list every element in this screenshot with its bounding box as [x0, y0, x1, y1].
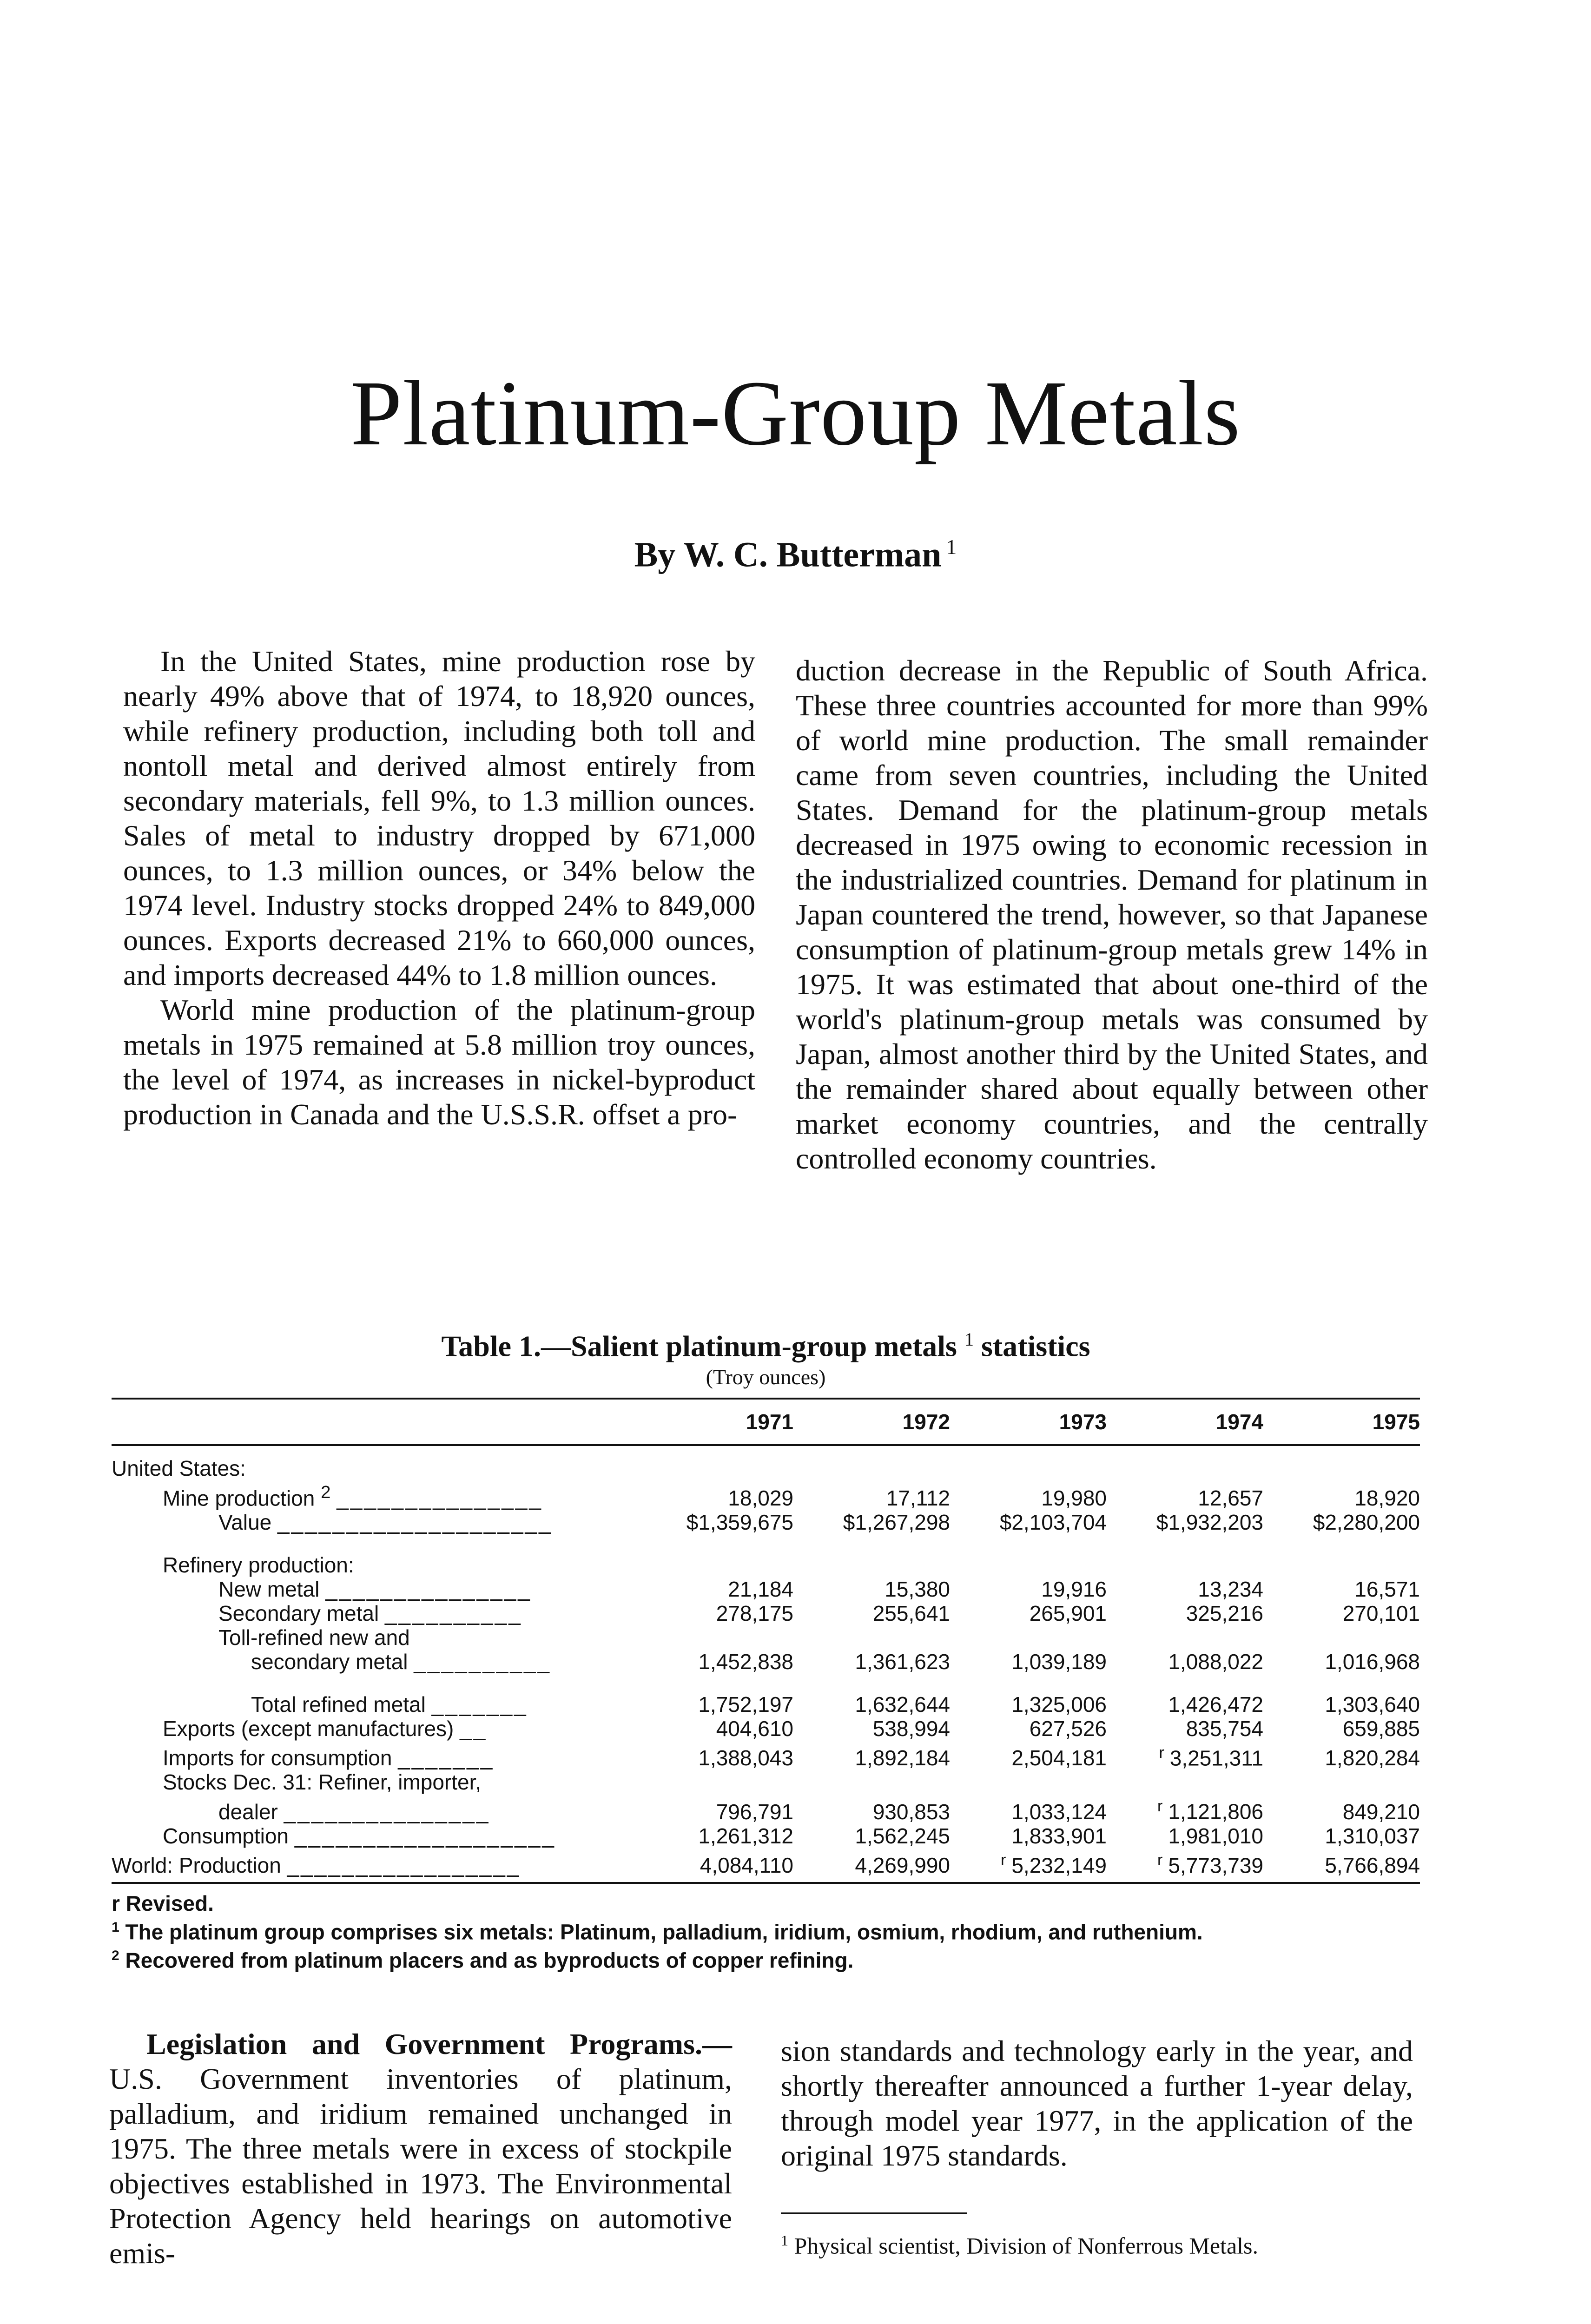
section-label: Refinery production:	[163, 1553, 354, 1578]
table-cell: 4,084,110	[637, 1848, 793, 1883]
legislation-paragraph: Legislation and Government Programs.— U.S. Government inventories of platinum, palladium, and iridium remained unchanged in 1975. The three metals were in excess of stockpile objectives established in 1973. The Environmental Protection Agency held hearings on automotive emis-	[109, 2027, 732, 2270]
table-cell: 796,791	[716, 1799, 793, 1824]
table-title-mark: 1	[964, 1329, 974, 1350]
table-row	[112, 1480, 1420, 1510]
row-label: Consumption ___________________	[163, 1823, 556, 1848]
legislation-column-left	[109, 2027, 732, 2271]
intro-column-left	[123, 644, 755, 1132]
byline	[0, 535, 1591, 575]
table-cell: 12,657	[1198, 1486, 1263, 1511]
table-cell: 1,820,284	[1325, 1746, 1420, 1770]
table-cell: 538,994	[872, 1717, 950, 1741]
author-footnote: $^1$ Physical scientist, Division of Nonferrous Metals.	[781, 2232, 1258, 2259]
table-cell: 1,088,022	[1168, 1650, 1263, 1674]
table-cell: 5,766,894	[1263, 1848, 1420, 1883]
row-label: dealer _______________	[218, 1799, 490, 1824]
table-row	[112, 1770, 1420, 1794]
table-cell: 1,452,838	[698, 1650, 793, 1674]
table-cell: 19,980	[1041, 1486, 1107, 1511]
table-row	[112, 1650, 1420, 1674]
table-note-1: $^1$ The platinum group comprises six metals: Platinum, palladium, iridium, osmium, rhodium, and ruthenium.	[112, 1920, 1203, 1944]
table-row	[112, 1741, 1420, 1770]
table-cell: 1,303,640	[1325, 1692, 1420, 1717]
table-cell: 265,901	[1029, 1601, 1107, 1626]
row-label: New metal _______________	[218, 1577, 532, 1602]
table-title-text: Table 1.—Salient platinum-group metals	[441, 1329, 957, 1363]
table-cell: 1,892,184	[855, 1746, 950, 1770]
header-year: 1973	[950, 1399, 1107, 1445]
table-cell: 1,833,901	[1011, 1823, 1107, 1848]
table-cell: 2,504,181	[1011, 1746, 1107, 1770]
table-cell: 1,562,245	[855, 1823, 950, 1848]
table-cell: 1,981,010	[1168, 1823, 1263, 1848]
table-cell: 13,234	[1198, 1577, 1263, 1602]
author: By W. C. Butterman	[634, 535, 942, 574]
table-cell: 21,184	[728, 1577, 793, 1602]
author-footnote-mark: 1	[946, 535, 957, 559]
table-cell: $^r$ 1,121,806	[1157, 1797, 1263, 1824]
table-row	[112, 1824, 1420, 1848]
table-cell: 16,571	[1354, 1577, 1420, 1602]
table-cell: 1,039,189	[1011, 1650, 1107, 1674]
table-cell: 1,325,006	[1011, 1692, 1107, 1717]
table-cell: 1,361,623	[855, 1650, 950, 1674]
page-title: Platinum-Group Metals	[350, 362, 1241, 465]
table-cell: 1,752,197	[698, 1692, 793, 1717]
table-title	[112, 1329, 1420, 1363]
table-row	[112, 1625, 1420, 1650]
row-label: Total refined metal _______	[251, 1692, 528, 1717]
table-row	[112, 1510, 1420, 1534]
revised-mark: r	[1159, 1744, 1164, 1762]
row-label: Value ____________________	[218, 1510, 553, 1535]
table-cell: 17,112	[886, 1486, 950, 1511]
table-cell: 1,632,644	[855, 1692, 950, 1717]
table-cell: 4,269,990	[793, 1848, 950, 1883]
table-cell: 19,916	[1041, 1577, 1107, 1602]
row-label: Secondary metal __________	[218, 1601, 522, 1626]
table-cell: 270,101	[1342, 1601, 1420, 1626]
table-cell: 849,210	[1342, 1799, 1420, 1824]
intro-paragraph-1: In the United States, mine production rose by nearly 49% above that of 1974, to 18,920 ounces, while refinery production, including both toll and nontoll metal and derived almost entirely from secondary materials, fell 9%, to 1.3 million ounces. Sales of metal to industry dropped by 671,000 ounces, to 1.3 million ounces, or 34% below the 1974 level. Industry stocks dropped 24% to 849,000 ounces. Exports decreased 21% to 660,000 ounces, and imports decreased 44% to 1.8 million ounces.	[123, 645, 755, 991]
table-cell: $2,103,704	[999, 1510, 1107, 1535]
table-note-2: $^2$ Recovered from platinum placers and as byproducts of copper refining.	[112, 1948, 854, 1973]
table-cell: 255,641	[872, 1601, 950, 1626]
revised-mark: r	[1157, 1851, 1163, 1869]
row-label: Toll-refined new and	[218, 1625, 410, 1650]
table-header-row	[112, 1399, 1420, 1445]
table-cell: 1,016,968	[1325, 1650, 1420, 1674]
table-cell: 1,388,043	[698, 1746, 793, 1770]
table-row	[112, 1601, 1420, 1625]
statistics-table-block	[112, 1329, 1420, 1973]
table-cell: $1,359,675	[686, 1510, 793, 1535]
table-title-suffix: statistics	[981, 1329, 1090, 1363]
statistics-table	[112, 1398, 1420, 1884]
table-row	[112, 1577, 1420, 1601]
table-cell: $1,267,298	[843, 1510, 950, 1535]
table-cell: $1,932,203	[1156, 1510, 1263, 1535]
table-cell: 627,526	[1029, 1717, 1107, 1741]
row-label: Mine production $^2$ _______________	[163, 1482, 543, 1511]
table-cell: 404,610	[716, 1717, 793, 1741]
table-cell: 930,853	[872, 1799, 950, 1824]
intro-paragraph-3: duction decrease in the Republic of South Africa. These three countries accounted for more than 99% of world mine production. The small remainder came from seven countries, including the United States. Demand for the platinum-group metals decreased in 1975 owing to economic recession in the industrialized countries. Demand for platinum in Japan countered the trend, however, so that Japanese consumption of platinum-group metals grew 14% in 1975. It was estimated that about one-third of the world's platinum-group metals was consumed by Japan, almost another third by the United States, and the remainder shared about equally between other market economy countries, and the centrally controlled economy countries.	[796, 654, 1428, 1175]
table-cell: 278,175	[716, 1601, 793, 1626]
table-row	[112, 1848, 1420, 1883]
table-row	[112, 1717, 1420, 1741]
table-cell: 835,754	[1186, 1717, 1263, 1741]
header-label-cell	[112, 1399, 637, 1445]
table-notes	[112, 1891, 1420, 1973]
table-cell: 18,029	[728, 1486, 793, 1511]
legislation-paragraph-cont: sion standards and technology early in the year, and shortly thereafter announced a further 1-year delay, through model year 1977, in the application of the original 1975 standards.	[781, 2034, 1413, 2172]
table-row	[112, 1553, 1420, 1577]
section-label: United States:	[112, 1456, 246, 1480]
footnote-rule	[781, 2212, 967, 2214]
table-cell: $^r$ 5,773,739	[1107, 1848, 1263, 1883]
legislation-column-right	[781, 2034, 1413, 2173]
table-row	[112, 1794, 1420, 1823]
section-heading: Legislation and Government Programs.—	[146, 2027, 732, 2060]
table-cell: 15,380	[885, 1577, 950, 1602]
header-year: 1975	[1263, 1399, 1420, 1445]
table-cell: 659,885	[1342, 1717, 1420, 1741]
header-year: 1971	[637, 1399, 793, 1445]
table-cell: 1,261,312	[698, 1823, 793, 1848]
header-year: 1974	[1107, 1399, 1263, 1445]
table-note-revised: r Revised.	[112, 1891, 214, 1916]
header-year: 1972	[793, 1399, 950, 1445]
table-cell: 1,426,472	[1168, 1692, 1263, 1717]
table-cell: 1,033,124	[1011, 1799, 1107, 1824]
row-label: secondary metal __________	[251, 1650, 552, 1674]
table-cell: 325,216	[1186, 1601, 1263, 1626]
table-row	[112, 1692, 1420, 1717]
row-label: World: Production _________________	[112, 1848, 637, 1883]
row-label: Exports (except manufactures) __	[163, 1717, 488, 1741]
table-cell: $^r$ 3,251,311	[1159, 1744, 1263, 1770]
table-cell: $^r$ 5,232,149	[950, 1848, 1107, 1883]
row-label: Imports for consumption _______	[163, 1746, 495, 1770]
revised-mark: r	[1157, 1797, 1163, 1816]
table-cell: 18,920	[1354, 1486, 1420, 1511]
table-cell: 1,310,037	[1325, 1823, 1420, 1848]
table-row	[112, 1445, 1420, 1480]
intro-paragraph-2: World mine production of the platinum-group metals in 1975 remained at 5.8 million troy ounces, the level of 1974, as increases in nickel-byproduct production in Canada and the U.S.S.R. offset a pro-	[123, 993, 755, 1131]
table-subtitle: (Troy ounces)	[706, 1365, 826, 1389]
section-label: Stocks Dec. 31: Refiner, importer,	[163, 1770, 482, 1795]
intro-column-right	[796, 653, 1428, 1176]
revised-mark: r	[1001, 1851, 1006, 1869]
table-cell: $2,280,200	[1313, 1510, 1420, 1535]
